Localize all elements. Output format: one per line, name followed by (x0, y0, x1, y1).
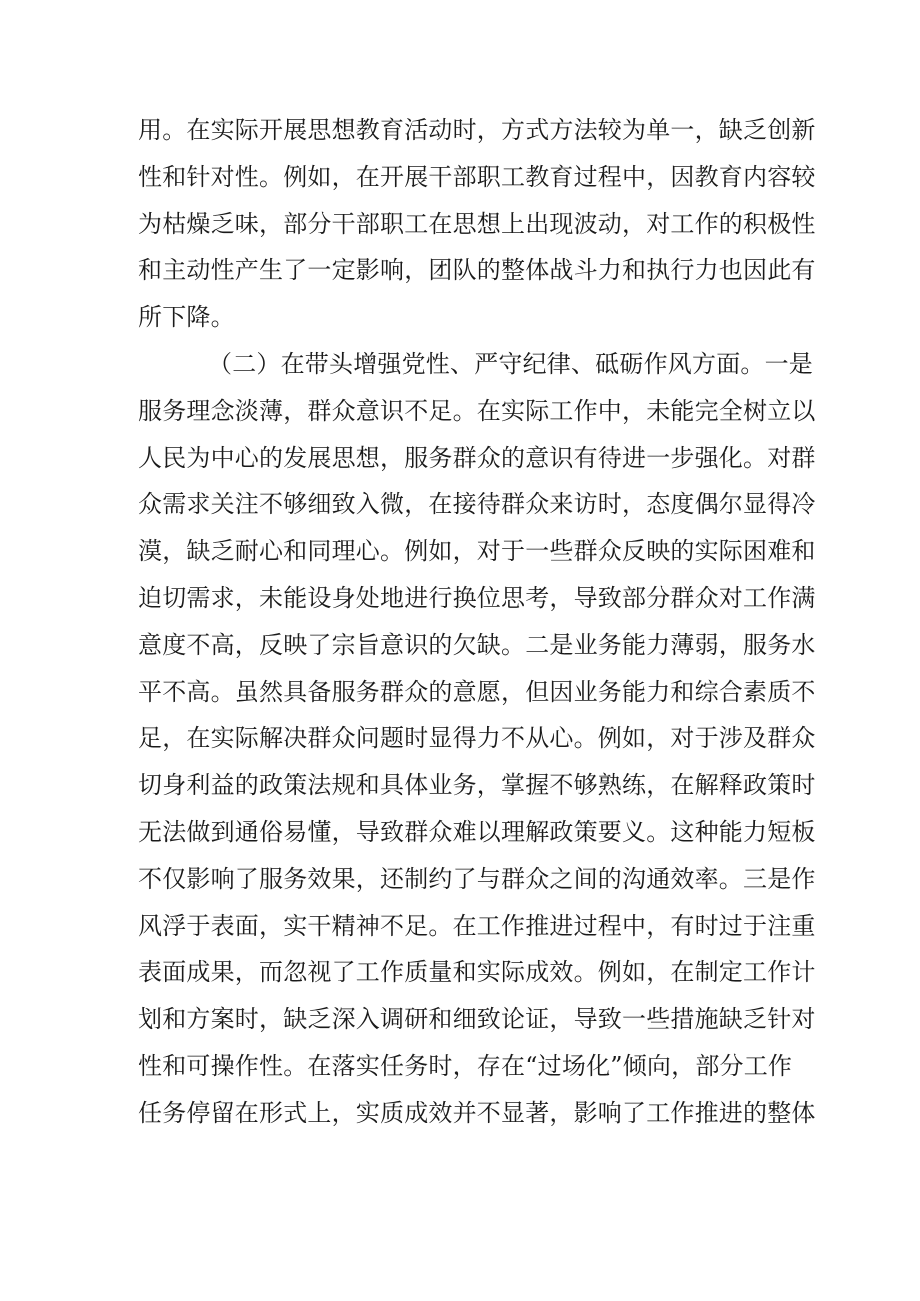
paragraph-2-line: 众需求关注不够细致入微，在接待群众来访时，态度偶尔显得冷 (138, 490, 816, 519)
section-heading-line: （二）在带头增强党性、严守纪律、砥砺作风方面。一是 (208, 349, 813, 378)
paragraph-2-line: 意度不高，反映了宗旨意识的欠缺。二是业务能力薄弱，服务水 (138, 630, 816, 659)
paragraph-2-line: 任务停留在形式上，实质成效并不显著，影响了工作推进的整体 (138, 1098, 816, 1127)
paragraph-1-line: 用。在实际开展思想教育活动时，方式方法较为单一，缺乏创新 (138, 116, 816, 144)
paragraph-1-line: 所下降。 (138, 303, 235, 332)
paragraph-2-line: 切身利益的政策法规和具体业务，掌握不够熟练，在解释政策时 (138, 771, 816, 800)
paragraph-2-line: 足，在实际解决群众问题时显得力不从心。例如，对于涉及群众 (138, 724, 816, 753)
paragraph-2-line: 无法做到通俗易懂，导致群众难以理解政策要义。这种能力短板 (138, 817, 816, 846)
body-text (138, 107, 816, 1137)
paragraph-1-line: 和主动性产生了一定影响，团队的整体战斗力和执行力也因此有 (138, 256, 816, 285)
paragraph-2-line: 性和可操作性。在落实任务时，存在“过场化”倾向，部分工作 (138, 1051, 793, 1080)
paragraph-2-line: 风浮于表面，实干精神不足。在工作推进过程中，有时过于注重 (138, 911, 816, 940)
paragraph-2-line: 平不高。虽然具备服务群众的意愿，但因业务能力和综合素质不 (138, 677, 816, 706)
paragraph-2-line: 表面成果，而忽视了工作质量和实际成效。例如，在制定工作计 (138, 958, 816, 987)
paragraph-2-line: 划和方案时，缺乏深入调研和细致论证，导致一些措施缺乏针对 (138, 1005, 816, 1034)
paragraph-2-line: 不仅影响了服务效果，还制约了与群众之间的沟通效率。三是作 (138, 864, 816, 893)
paragraph-2-line: 漠，缺乏耐心和同理心。例如，对于一些群众反映的实际困难和 (138, 537, 816, 566)
paragraph-2-line: 人民为中心的发展思想，服务群众的意识有待进一步强化。对群 (138, 443, 816, 472)
paragraph-1-line: 性和针对性。例如，在开展干部职工教育过程中，因教育内容较 (138, 162, 816, 191)
paragraph-2-line: 服务理念淡薄，群众意识不足。在实际工作中，未能完全树立以 (138, 396, 816, 425)
paragraph-2-line: 迫切需求，未能设身处地进行换位思考，导致部分群众对工作满 (138, 583, 816, 612)
paragraph-1-line: 为枯燥乏味，部分干部职工在思想上出现波动，对工作的积极性 (138, 209, 816, 238)
